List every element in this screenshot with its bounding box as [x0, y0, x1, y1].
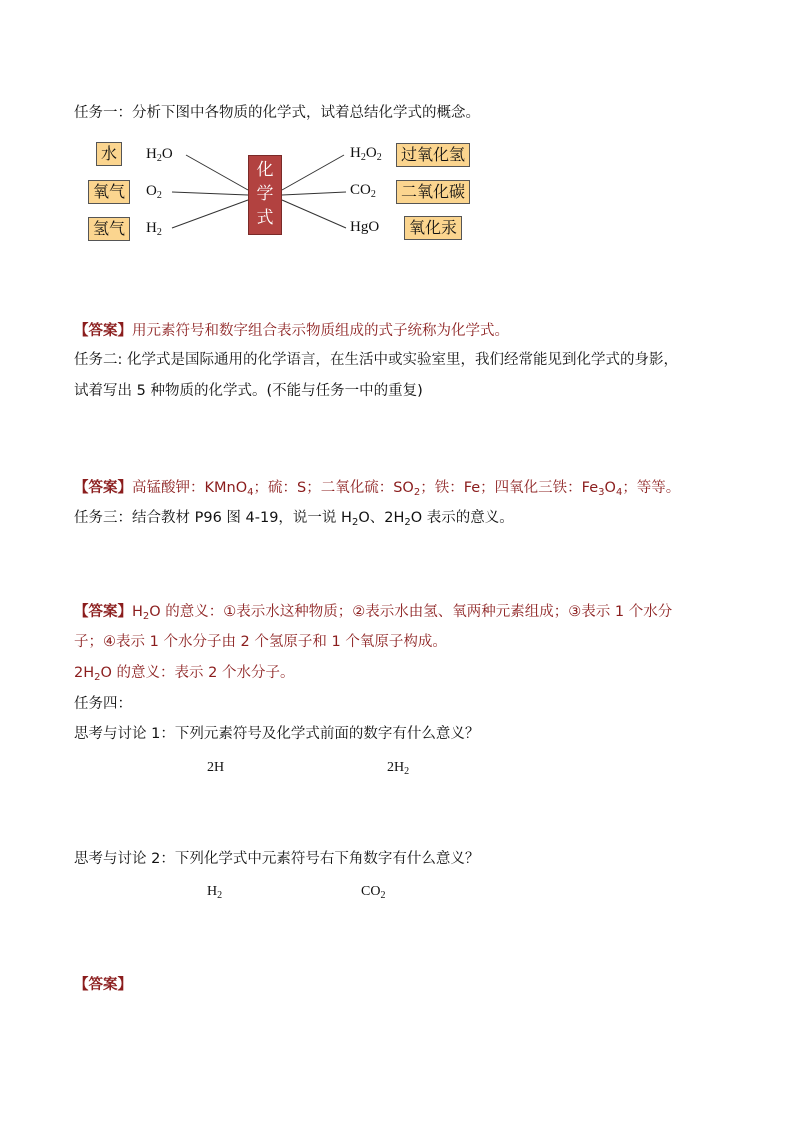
formula-carbon-dioxide: $CO_2$ — [350, 182, 376, 200]
formula-water: $H_2O$ — [146, 146, 173, 164]
task4-question2: 思考与讨论 2：下列化学式中元素符号右下角数字有什么意义？ — [74, 851, 480, 867]
label-water: 水 — [96, 142, 122, 166]
task1-answer: 【答案】用元素符号和数字组合表示物质组成的式子统称为化学式。 — [74, 323, 509, 339]
task3-prompt: 任务三：结合教材 P96 图 4-19，说一说 $H_2O$、$2H_2O$ 表示的意义。 — [74, 510, 514, 528]
center-label-chemical-formula: 化 学 式 — [248, 155, 282, 235]
label-hydrogen: 氢气 — [88, 217, 130, 241]
task4-q2-item-2: $CO_2$ — [361, 884, 386, 901]
formula-hydrogen-peroxide: $H_2O_2$ — [350, 145, 382, 163]
task2-prompt-line2: 试着写出 5 种物质的化学式。(不能与任务一中的重复) — [74, 383, 423, 399]
task2-answer: 【答案】高锰酸钾：KMnO$_4$；硫：S；二氧化硫：$SO_2$；铁：Fe；四氧化三铁：$Fe_3O_4$；等等。 — [74, 480, 681, 498]
task4-question1: 思考与讨论 1：下列元素符号及化学式前面的数字有什么意义？ — [74, 726, 480, 742]
task4-q1-item-1: 2H — [207, 760, 225, 775]
formula-hydrogen: $H_2$ — [146, 220, 162, 238]
label-hydrogen-peroxide: 过氧化氢 — [396, 143, 470, 167]
label-oxygen: 氧气 — [88, 180, 130, 204]
task3-answer-line2: 子；④表示 1 个水分子由 2 个氢原子和 1 个氧原子构成。 — [74, 634, 447, 650]
formula-mercury-oxide: HgO — [350, 219, 380, 235]
label-carbon-dioxide: 二氧化碳 — [396, 180, 470, 204]
task4-answer: 【答案】 — [74, 977, 132, 993]
task1-prompt: 任务一：分析下图中各物质的化学式，试着总结化学式的概念。 — [74, 105, 480, 121]
task4-q1-item-2: $2H_2$ — [387, 760, 410, 777]
task4-q2-item-1: $H_2$ — [207, 884, 223, 901]
formula-oxygen: $O_2$ — [146, 183, 162, 201]
task3-answer-line3: $2H_2O$ 的意义：表示 2 个水分子。 — [74, 665, 295, 683]
task4-title: 任务四： — [74, 696, 132, 712]
label-mercury-oxide: 氧化汞 — [404, 216, 462, 240]
task3-answer-line1: 【答案】$H_2O$ 的意义：①表示水这种物质；②表示水由氢、氧两种元素组成；③表示 1 个水分 — [74, 604, 673, 622]
task2-prompt-line1: 任务二: 化学式是国际通用的化学语言，在生活中或实验室里，我们经常能见到化学式的身影， — [74, 352, 678, 368]
